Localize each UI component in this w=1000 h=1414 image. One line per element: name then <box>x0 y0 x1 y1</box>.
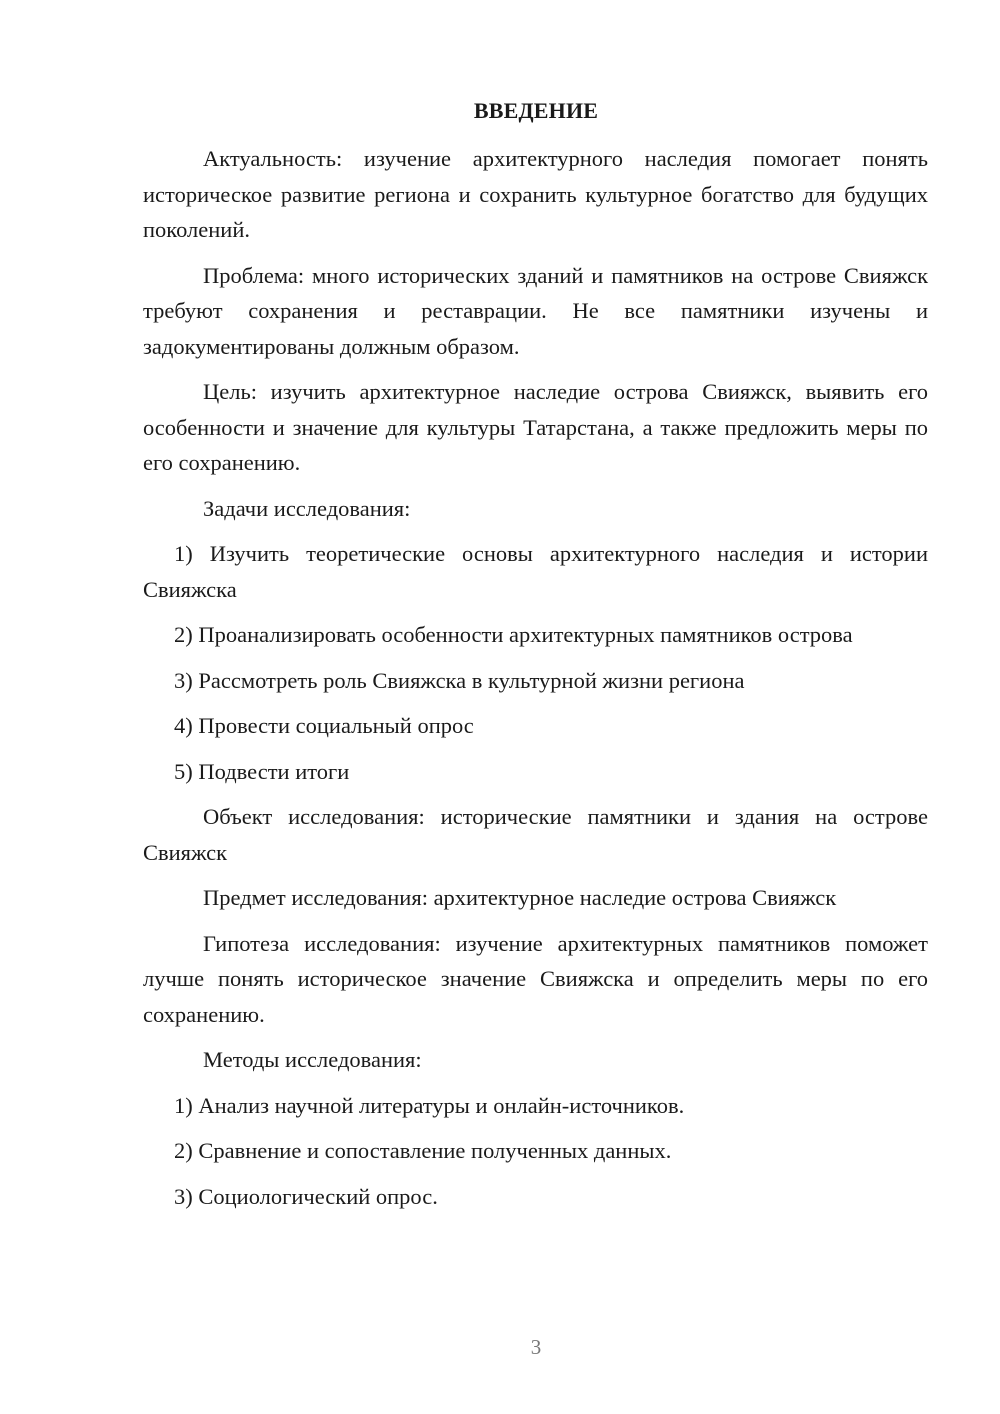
method-item-1: 1) Анализ научной литературы и онлайн-источников. <box>174 1092 685 1118</box>
method-item-3: 3) Социологический опрос. <box>174 1183 438 1209</box>
task-item-5: 5) Подвести итоги <box>174 758 350 784</box>
goal-paragraph: Цель: изучить архитектурное наследие острова Свияжск, выявить его особенности и значение для культуры Татарстана, а также предложить меры по его сохранению. <box>143 379 928 475</box>
problem-paragraph: Проблема: много исторических зданий и памятников на острове Свияжск требуют сохранения и реставрации. Не все памятники изучены и задокументированы должным образом. <box>143 262 928 359</box>
relevance-paragraph: Актуальность: изучение архитектурного наследия помогает понять историческое развитие региона и сохранить культурное богатство для будущих поколений. <box>143 146 928 242</box>
task-item-3: 3) Рассмотреть роль Свияжска в культурной жизни региона <box>174 667 745 693</box>
task-item-2: 2) Проанализировать особенности архитектурных памятников острова <box>174 622 853 647</box>
section-title: ВВЕДЕНИЕ <box>473 98 599 123</box>
object-paragraph: Объект исследования: исторические памятники и здания на острове Свияжск <box>143 804 928 865</box>
task-item-4: 4) Провести социальный опрос <box>174 713 474 738</box>
methods-heading: Методы исследования: <box>203 1047 422 1072</box>
task-item-1: 1) Изучить теоретические основы архитектурного наследия и истории Свияжска <box>143 541 928 602</box>
document-body <box>143 141 928 1224</box>
method-item-2: 2) Сравнение и сопоставление полученных данных. <box>174 1138 672 1163</box>
tasks-heading: Задачи исследования: <box>203 495 411 521</box>
subject-paragraph: Предмет исследования: архитектурное наследие острова Свияжск <box>203 885 837 910</box>
hypothesis-paragraph: Гипотеза исследования: изучение архитектурных памятников поможет лучше понять историческое значение Свияжска и определить меры по его сохранению. <box>143 930 928 1027</box>
page-number: 3 <box>530 1335 542 1359</box>
